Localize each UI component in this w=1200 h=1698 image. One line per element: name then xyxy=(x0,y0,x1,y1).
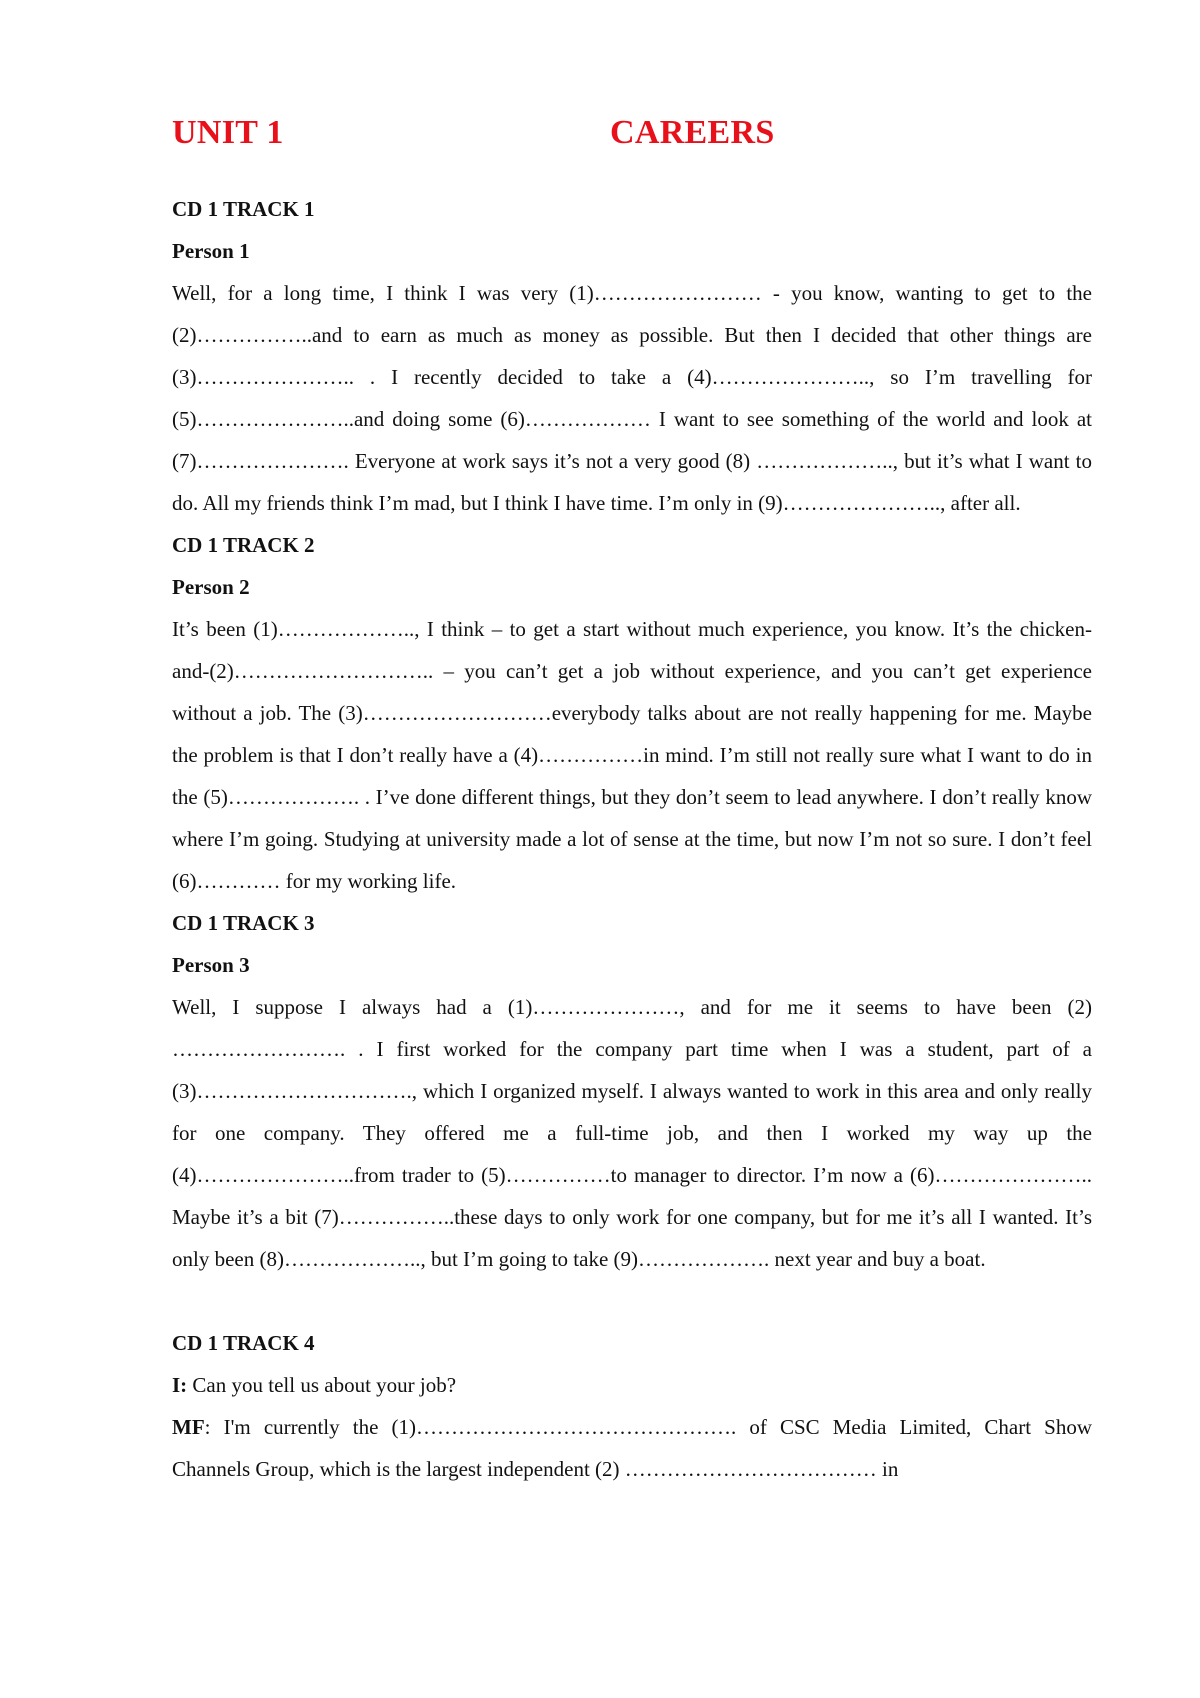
track-heading: CD 1 TRACK 3 xyxy=(172,911,315,935)
unit-number: UNIT 1 xyxy=(172,114,284,151)
transcript-paragraph: Well, for a long time, I think I was very (1)…………………… - you know, wanting to get to the (2)……………..and to earn as much as money as possible. But then I decided that other things are (3)………………….. . I recently decided to take a (4)………………….., so I’m travelling for (5)…………………..and doing some (6)……………… I want to see something of the world and look at (7)…………………. Everyone at work says it’s not a very good (8) ……………….., but it’s what I want to do. All my friends think I’m mad, but I think I have time. I’m only in (9)………………….., after all. xyxy=(172,281,1092,515)
track-2-section xyxy=(172,524,1092,902)
track-3-section xyxy=(172,902,1092,1280)
track-heading: CD 1 TRACK 1 xyxy=(172,197,315,221)
unit-topic: CAREERS xyxy=(610,114,775,151)
transcript-paragraph: It’s been (1)……………….., I think – to get a start without much experience, you know. It’s the chicken- and-(2)……………………….. – you can’t get a job without experience, and you can’t get experience without a job. The (3)………………………everybody talks about are not really happening for me. Maybe the problem is that I don’t really have a (4)……………in mind. I’m still not really sure what I want to do in the (5)………………. . I’ve done different things, but they don’t seem to lead anywhere. I don’t really know where I’m going. Studying at university made a lot of sense at the time, but now I’m not so sure. I don’t feel (6)………… for my working life. xyxy=(172,617,1092,893)
track-1-section xyxy=(172,188,1092,524)
track-heading: CD 1 TRACK 4 xyxy=(172,1331,315,1355)
speaker-label: Person 3 xyxy=(172,953,250,977)
dialogue-text: : I'm currently the (1)………………………………………. of CSC Media Limited, Chart Show Channels Group, which is the largest independent (2) ……………………………… in xyxy=(172,1415,1092,1481)
dialogue-line xyxy=(172,1406,1092,1490)
speaker-label: Person 2 xyxy=(172,575,250,599)
unit-title-row xyxy=(172,114,1092,166)
speaker-tag: MF xyxy=(172,1415,205,1439)
track-heading: CD 1 TRACK 2 xyxy=(172,533,315,557)
blank-line xyxy=(172,1280,1092,1322)
dialogue-line xyxy=(172,1364,1092,1406)
dialogue-text: Can you tell us about your job? xyxy=(187,1373,457,1397)
transcript-paragraph: Well, I suppose I always had a (1)…………………, and for me it seems to have been (2) ……………………. . I first worked for the company part time when I was a student, part of a (3)…………………………., which I organized myself. I always wanted to work in this area and only really for one company. They offered me a full-time job, and then I worked my way up the (4)…………………..from trader to (5)……………to manager to director. I’m now a (6)………………….. Maybe it’s a bit (7)……………..these days to only work for one company, but for me it’s all I wanted. It’s only been (8)……………….., but I’m going to take (9)………………. next year and buy a boat. xyxy=(172,995,1092,1271)
speaker-tag: I: xyxy=(172,1373,188,1397)
track-4-section xyxy=(172,1322,1092,1490)
speaker-label: Person 1 xyxy=(172,239,250,263)
